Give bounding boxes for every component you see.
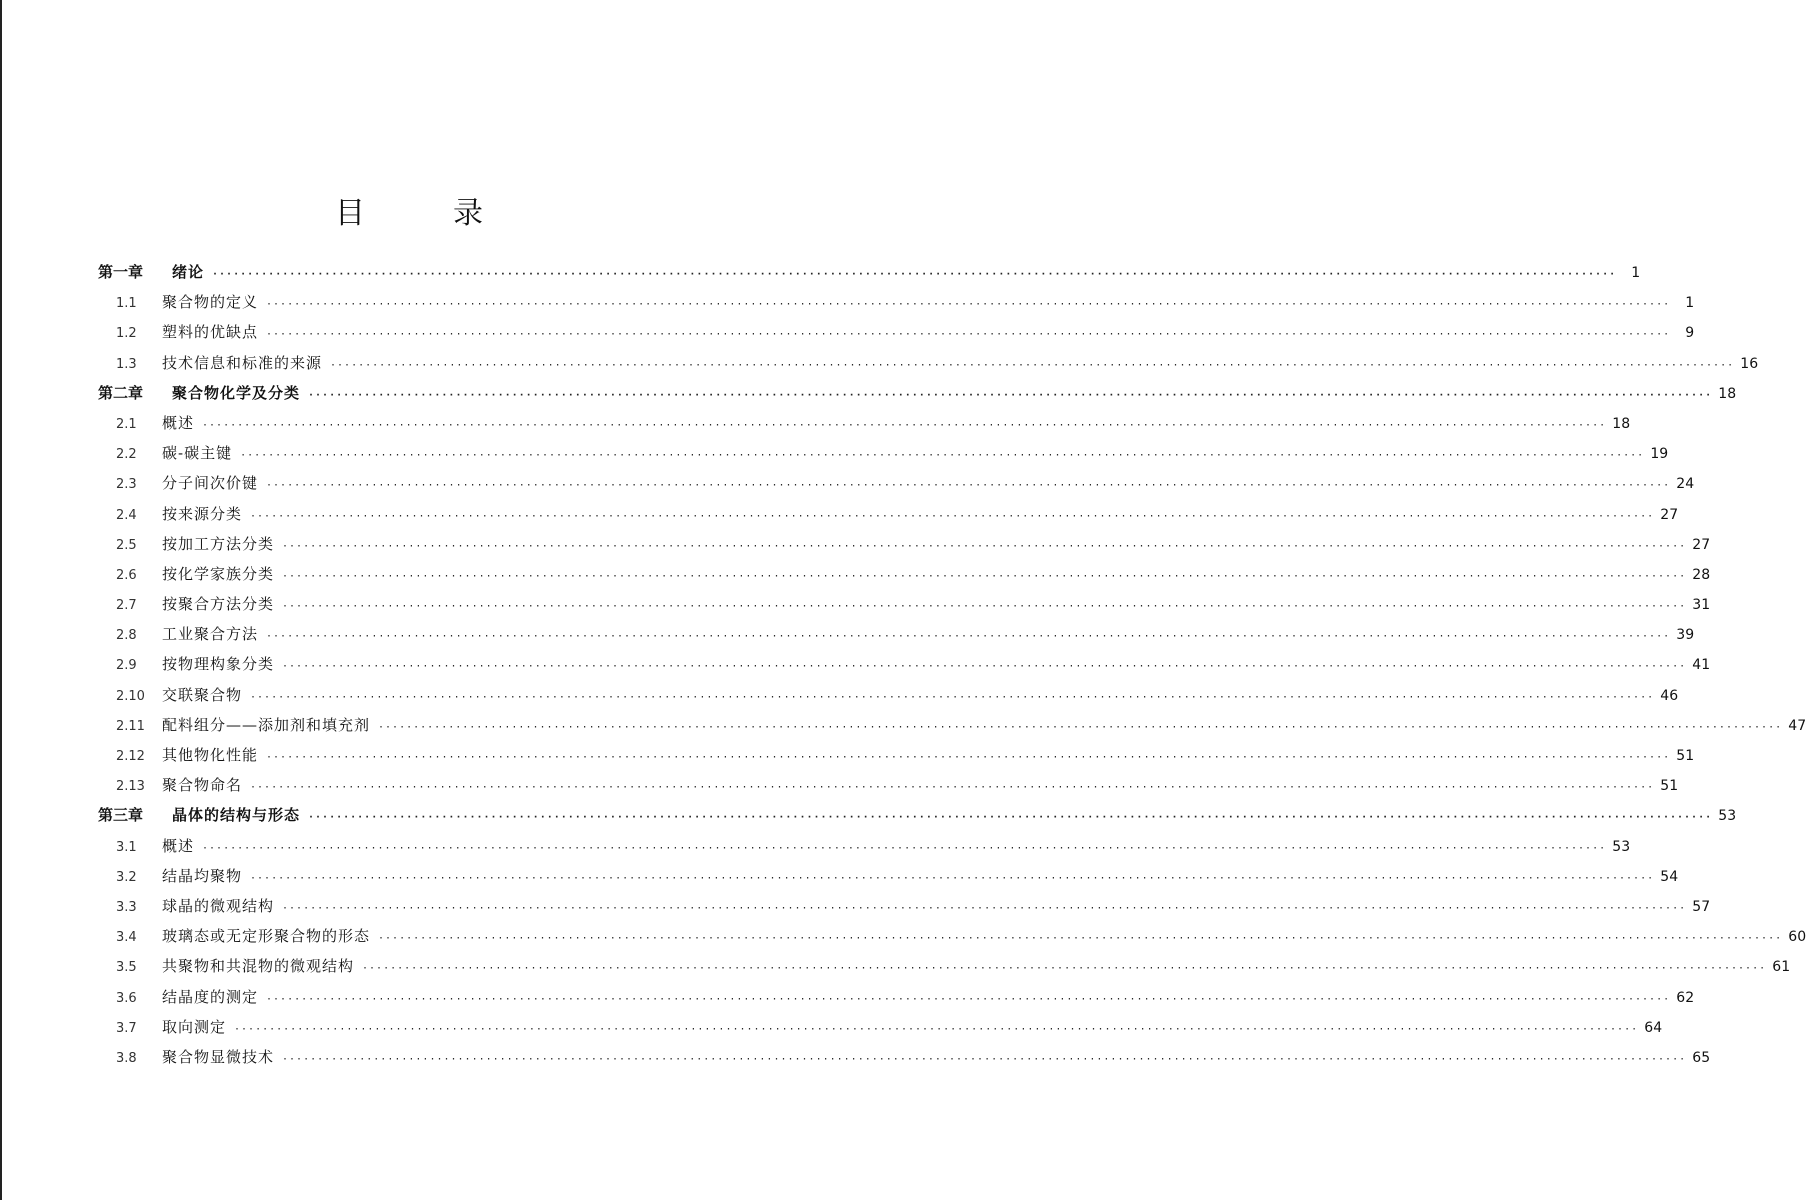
toc-page-number: 24 (1676, 476, 1695, 493)
toc-section-row[interactable] (98, 499, 1679, 529)
toc-section-row[interactable] (98, 408, 1631, 438)
toc-leader-dots: ········································································································································································································ (250, 691, 1655, 703)
toc-section-row[interactable] (98, 982, 1695, 1012)
toc-page-number: 16 (1740, 355, 1759, 372)
toc-leader-dots: ········································································································································································································ (202, 842, 1607, 854)
toc-entry-number: 2.4 (116, 507, 137, 523)
toc-section-row[interactable] (98, 438, 1669, 468)
toc-page-number: 18 (1612, 415, 1631, 432)
toc-leader-dots: ········································································································································································································ (250, 782, 1655, 794)
toc-entry-number: 3.3 (116, 899, 137, 915)
toc-entry-title: 晶体的结构与形态 (172, 806, 301, 825)
toc-entry-title: 按物理构象分类 (162, 655, 275, 674)
toc-section-row[interactable] (98, 317, 1695, 347)
toc-page-number: 1 (1631, 265, 1641, 281)
toc-entry-number: 3.6 (116, 990, 137, 1006)
toc-leader-dots: ········································································································································································································ (266, 752, 1671, 763)
toc-entry-number: 第一章 (98, 263, 144, 281)
toc-leader-dots: ········································································································································································································ (362, 963, 1767, 975)
toc-leader-dots: ········································································································································································································ (282, 1053, 1687, 1065)
toc-section-row[interactable] (98, 619, 1695, 649)
toc-section-row[interactable] (98, 348, 1759, 378)
toc-section-row[interactable] (98, 740, 1695, 770)
toc-entry-title: 交联聚合物 (162, 685, 243, 704)
toc-page-number: 41 (1692, 657, 1711, 674)
toc-entry-title: 绪论 (172, 263, 205, 281)
toc-section-row[interactable] (98, 770, 1679, 800)
toc-entry-number: 2.12 (116, 749, 145, 764)
toc-entry-title: 工业聚合方法 (162, 625, 259, 644)
toc-entry-title: 结晶均聚物 (162, 866, 243, 885)
toc-chapter-row[interactable] (98, 257, 1641, 287)
toc-page-number: 27 (1692, 536, 1711, 553)
toc-page-number: 65 (1692, 1049, 1711, 1066)
toc-page-number: 62 (1676, 989, 1695, 1006)
toc-entry-title: 其他物化性能 (162, 746, 259, 764)
toc-section-row[interactable] (98, 1012, 1663, 1042)
toc-entry-number: 3.1 (116, 839, 137, 855)
toc-page-number: 51 (1660, 778, 1679, 795)
toc-leader-dots: ········································································································································································································ (282, 601, 1687, 613)
toc-page-number: 60 (1788, 929, 1806, 946)
toc-leader-dots: ········································································································································································································ (266, 993, 1671, 1005)
page-edge-line (0, 0, 2, 1200)
toc-page-number: 28 (1692, 566, 1711, 583)
toc-section-row[interactable] (98, 287, 1695, 317)
toc-entry-number: 3.8 (116, 1050, 137, 1066)
toc-entry-title: 按化学家族分类 (162, 564, 275, 583)
toc-entry-title: 配料组分——添加剂和填充剂 (162, 715, 371, 734)
toc-leader-dots: ········································································································································································································ (266, 329, 1671, 341)
toc-section-row[interactable] (98, 529, 1711, 559)
toc-page-number: 53 (1718, 808, 1737, 825)
toc-entry-number: 2.8 (116, 628, 137, 644)
toc-page-number: 61 (1772, 959, 1791, 976)
page-title-right-char: 录 (453, 196, 483, 231)
toc-leader-dots: ········································································································································································································ (266, 299, 1671, 311)
toc-page-number: 64 (1644, 1019, 1663, 1036)
toc-entry-title: 结晶度的测定 (162, 987, 259, 1006)
toc-chapter-row[interactable] (98, 800, 1737, 830)
toc-page-number: 1 (1685, 295, 1695, 312)
toc-page-number: 19 (1650, 446, 1669, 463)
toc-leader-dots: ········································································································································································································ (266, 631, 1671, 643)
toc-section-row[interactable] (98, 710, 1806, 740)
toc-leader-dots: ········································································································································································································ (202, 419, 1607, 431)
toc-leader-dots: ········································································································································································································ (240, 450, 1645, 462)
toc-entry-title: 概述 (162, 413, 195, 432)
toc-entry-number: 3.2 (116, 869, 137, 885)
toc-page-number: 47 (1788, 717, 1806, 734)
toc-entry-number: 第三章 (98, 806, 144, 825)
toc-entry-number: 第二章 (98, 383, 144, 402)
toc-leader-dots: ········································································································································································································ (378, 721, 1783, 733)
toc-entry-title: 按加工方法分类 (162, 534, 275, 553)
toc-entry-title: 塑料的优缺点 (162, 323, 259, 342)
toc-section-row[interactable] (98, 831, 1631, 861)
page-title-left-char: 目 (335, 196, 365, 231)
toc-section-row[interactable] (98, 861, 1679, 891)
toc-entry-title: 共聚物和共混物的微观结构 (162, 957, 355, 976)
toc-leader-dots: ········································································································································································································ (308, 812, 1713, 824)
toc-entry-number: 2.5 (116, 537, 137, 553)
toc-section-row[interactable] (98, 559, 1711, 589)
toc-entry-title: 概述 (162, 836, 195, 855)
toc-page-number: 31 (1692, 597, 1711, 614)
toc-entry-title: 取向测定 (162, 1017, 227, 1036)
toc-entry-number: 2.1 (116, 416, 137, 432)
toc-entry-number: 2.9 (116, 658, 137, 674)
toc-entry-number: 3.4 (116, 930, 137, 946)
toc-section-row[interactable] (98, 680, 1679, 710)
toc-entry-number: 2.2 (116, 447, 137, 463)
toc-entry-number: 2.10 (116, 688, 145, 704)
toc-entry-title: 聚合物化学及分类 (172, 383, 301, 402)
toc-section-row[interactable] (98, 951, 1791, 981)
toc-leader-dots: ········································································································································································································ (282, 902, 1687, 914)
toc-entry-number: 2.6 (116, 567, 137, 583)
toc-entry-number: 1.1 (116, 296, 137, 312)
toc-entry-title: 聚合物命名 (162, 776, 243, 795)
toc-entry-title: 碳-碳主键 (162, 444, 233, 463)
toc-entry-title: 玻璃态或无定形聚合物的形态 (162, 927, 371, 946)
toc-section-row[interactable] (98, 1042, 1711, 1072)
toc-leader-dots: ········································································································································································································ (282, 540, 1687, 552)
toc-entry-title: 聚合物的定义 (162, 293, 259, 312)
toc-leader-dots: ········································································································································································································ (266, 480, 1671, 492)
toc-entry-number: 2.13 (116, 779, 145, 795)
toc-entry-number: 3.7 (116, 1020, 137, 1036)
toc-entry-number: 1.3 (116, 356, 137, 372)
toc-page-number: 9 (1685, 325, 1695, 342)
toc-entry-number: 2.3 (116, 477, 137, 493)
toc-entry-title: 按聚合方法分类 (162, 595, 275, 614)
toc-page-number: 46 (1660, 687, 1679, 704)
toc-page-number: 53 (1612, 838, 1631, 855)
toc-section-row[interactable] (98, 921, 1806, 951)
toc-chapter-row[interactable] (98, 378, 1737, 408)
toc-section-row[interactable] (98, 891, 1711, 921)
toc-leader-dots: ········································································································································································································ (308, 389, 1713, 401)
toc-leader-dots: ········································································································································································································ (250, 510, 1655, 522)
toc-page-number: 39 (1676, 627, 1695, 644)
toc-page-number: 51 (1676, 748, 1695, 764)
toc-leader-dots: ········································································································································································································ (250, 872, 1655, 884)
toc-entry-title: 聚合物显微技术 (162, 1047, 275, 1066)
toc-leader-dots: ········································································································································································································ (378, 933, 1783, 945)
toc-section-row[interactable] (98, 468, 1695, 498)
toc-leader-dots: ········································································································································································································ (212, 269, 1617, 280)
toc-entry-number: 2.11 (116, 718, 145, 734)
table-of-contents (98, 257, 1806, 1072)
page-title (0, 188, 818, 232)
toc-entry-number: 3.5 (116, 960, 137, 976)
toc-entry-title: 球晶的微观结构 (162, 896, 275, 915)
toc-entry-title: 按来源分类 (162, 504, 243, 523)
toc-section-row[interactable] (98, 649, 1711, 679)
toc-page-number: 18 (1718, 385, 1737, 402)
toc-page-number: 57 (1692, 898, 1711, 915)
toc-entry-number: 2.7 (116, 598, 137, 614)
toc-section-row[interactable] (98, 589, 1711, 619)
toc-leader-dots: ········································································································································································································ (282, 570, 1687, 582)
toc-page-number: 54 (1660, 868, 1679, 885)
toc-leader-dots: ········································································································································································································ (282, 661, 1687, 673)
toc-entry-number: 1.2 (116, 326, 137, 342)
toc-leader-dots: ········································································································································································································ (234, 1023, 1639, 1035)
toc-entry-title: 技术信息和标准的来源 (162, 353, 323, 372)
toc-page-number: 27 (1660, 506, 1679, 523)
toc-entry-title: 分子间次价键 (162, 474, 259, 493)
toc-leader-dots: ········································································································································································································ (330, 359, 1735, 371)
